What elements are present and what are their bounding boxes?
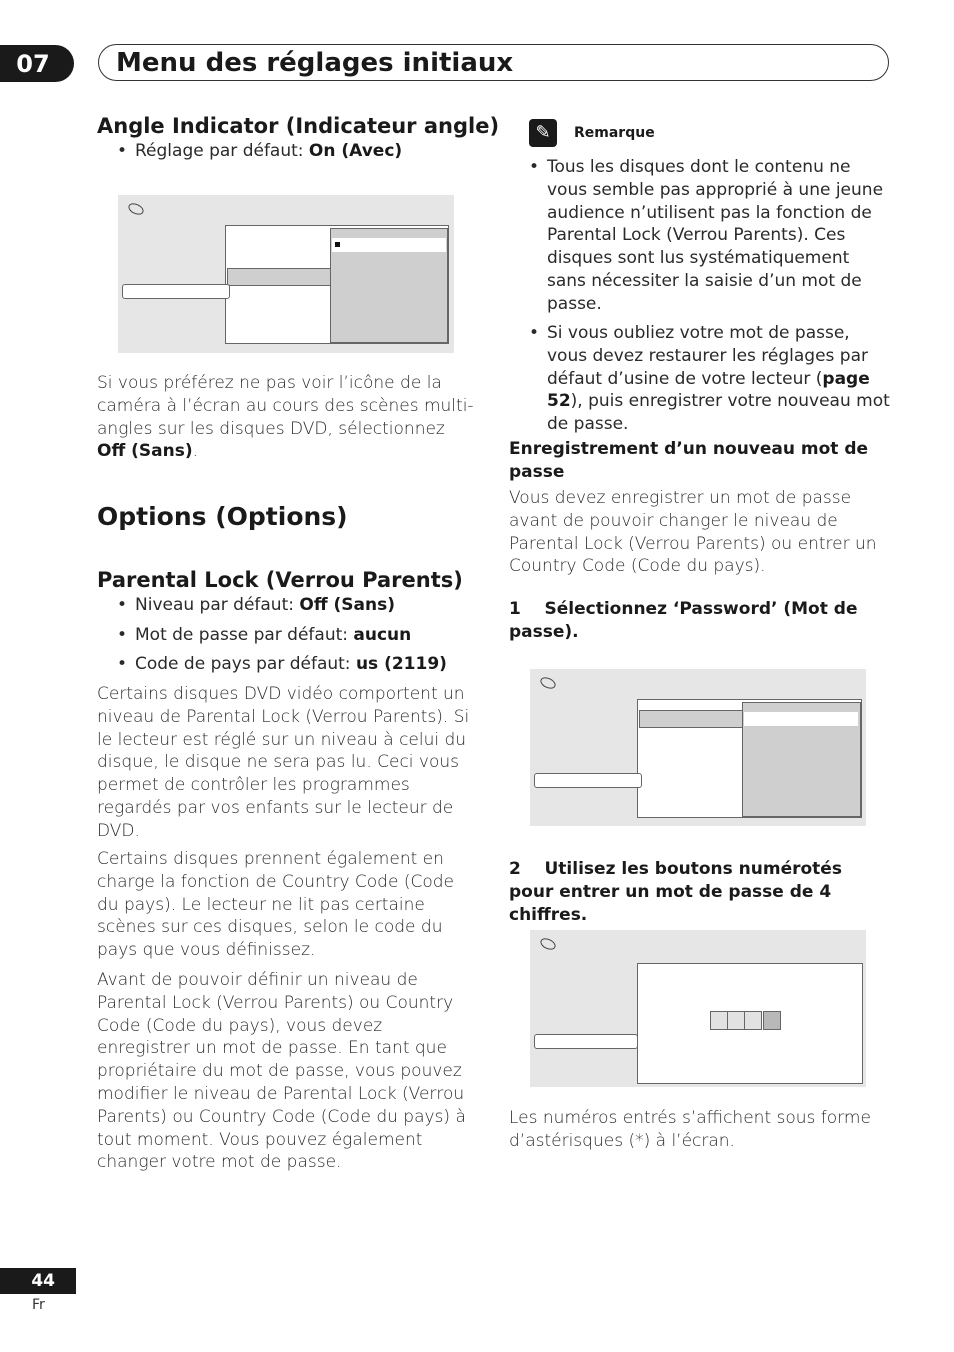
page-number: 44 xyxy=(31,1271,55,1291)
disc-icon xyxy=(539,936,558,952)
asterisk-note: Les numéros entrés s’affichent sous forme d’astérisques (*) à l’écran. xyxy=(509,1108,871,1151)
disc-icon xyxy=(539,675,558,691)
page-reference: page 52 xyxy=(547,368,870,412)
chapter-number: 07 xyxy=(16,49,50,78)
language-code: Fr xyxy=(32,1297,45,1313)
angle-default-bullet: • Réglage par défaut: On (Avec) xyxy=(117,141,403,161)
menu-tab-bar xyxy=(122,284,230,299)
parental-para-2: Certains disques prennent également en charge la fonction de Country Code (Code du pays). Le lecteur ne lit pas certaine scènes sur ces disques, selon le code du pays que vous définissez. xyxy=(97,849,454,961)
cursor-marker xyxy=(335,242,340,247)
note-bullet-2: • Si vous oubliez votre mot de passe, vous devez restaurer les réglages par défaut d’usine de votre lecteur (page 52), puis enregistrer votre nouveau mot de passe. xyxy=(529,323,890,435)
disc-icon xyxy=(127,201,146,217)
page-number-badge xyxy=(0,1268,76,1294)
password-digit-1 xyxy=(710,1011,728,1030)
selected-option xyxy=(744,712,858,726)
password-digit-4 xyxy=(763,1011,781,1030)
pencil-icon: ✎ xyxy=(529,119,557,147)
angle-default-value: On (Avec) xyxy=(308,141,403,161)
register-password-para: Vous devez enregistrer un mot de passe avant de pouvoir changer le niveau de Parental Lock (Verrou Parents) ou entrer un Country Code (Code du pays). xyxy=(509,488,877,577)
options-heading: Options (Options) xyxy=(97,502,348,531)
step-1: 1 Sélectionnez ‘Password’ (Mot de passe). xyxy=(509,599,864,642)
password-entry-screen xyxy=(530,930,866,1087)
default-level-bullet: • Niveau par défaut: Off (Sans) xyxy=(117,595,396,615)
password-digit-2 xyxy=(727,1011,745,1030)
note-title: Remarque xyxy=(574,125,655,141)
chapter-number-badge xyxy=(0,45,74,82)
selected-option xyxy=(332,238,446,252)
menu-tab-bar xyxy=(534,1034,638,1049)
parental-para-1: Certains disques DVD vidéo comportent un niveau de Parental Lock (Verrou Parents). Si le lecteur est réglé sur un niveau à celui du disque, le disque ne sera pas lu. Ceci vous permet de contrôler les programmes regardés par vos enfants sur le lecteur de DVD. xyxy=(97,684,470,841)
register-password-heading: Enregistrement d’un nouveau mot de passe xyxy=(509,439,869,482)
off-sans-label: Off (Sans) xyxy=(97,441,193,462)
chapter-title: Menu des réglages initiaux xyxy=(116,48,514,78)
step-2: 2 Utilisez les boutons numérotés pour entrer un mot de passe de 4 chiffres. xyxy=(509,859,848,925)
password-row-highlight xyxy=(639,710,746,728)
angle-indicator-screen xyxy=(118,195,454,353)
default-country-bullet: • Code de pays par défaut: us (2119) xyxy=(117,654,447,674)
parental-lock-heading: Parental Lock (Verrou Parents) xyxy=(97,568,463,592)
angle-indicator-heading: Angle Indicator (Indicateur angle) xyxy=(97,114,500,138)
menu-tab-bar xyxy=(534,773,642,788)
password-menu-screen xyxy=(530,669,866,826)
note-bullet-1: • Tous les disques dont le contenu ne vous semble pas approprié à une jeune audience n’utilisent pas la fonction de Parental Lock (Verrou Parents). Ces disques sont lus systématiquement sans nécessiter la saisie d’un mot de passe. xyxy=(529,157,884,314)
angle-description: Si vous préférez ne pas voir l’icône de la caméra à l’écran au cours des scènes multi-angles sur les disques DVD, sélectionnez Off (Sans). xyxy=(97,373,474,462)
password-digit-3 xyxy=(744,1011,762,1030)
parental-para-3: Avant de pouvoir définir un niveau de Parental Lock (Verrou Parents) ou Country Code (Code du pays), vous devez enregistrer un mot de passe. En tant que propriétaire du mot de passe, vous pouvez modifier le niveau de Parental Lock (Verrou Parents) ou Country Code (Code du pays) à tout moment. Vous pouvez également changer votre mot de passe. xyxy=(97,970,466,1173)
menu-row-highlight xyxy=(227,268,334,286)
default-password-bullet: • Mot de passe par défaut: aucun xyxy=(117,625,412,645)
